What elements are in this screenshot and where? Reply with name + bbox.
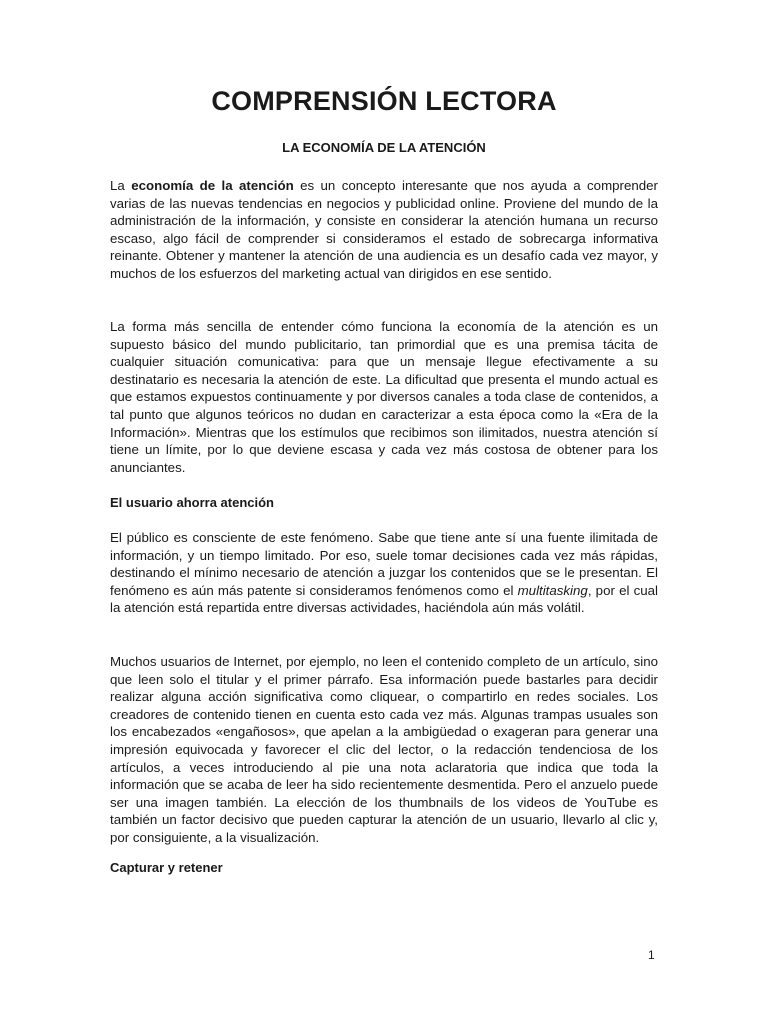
paragraph-3-text-start: El público es consciente de este fenómeno. Sabe que tiene ante sí una fuente ilimitada de información, y un tiempo limitado. Por eso, suele tomar decisiones cada vez más rápidas, destinando el mínimo necesario de atención a juzgar los contenidos que se le presentan. El fenómeno es aún más patente si consideramos fenómenos como el — [110, 530, 658, 598]
section-heading-usuario: El usuario ahorra atención — [110, 495, 274, 510]
paragraph-1-bold-term: economía de la atención — [131, 178, 294, 193]
paragraph-1-text: es un concepto interesante que nos ayuda a comprender varias de las nuevas tendencias en negocios y publicidad online. Proviene del mundo de la administración de la información, y consiste en considerar la atención humana un recurso escaso, algo fácil de comprender si consideramos el estado de sobrecarga informativa reinante. Obtener y mantener la atención de una audiencia es un desafío cada vez mayor, y muchos de los esfuerzos del marketing actual van dirigidos en ese sentido. — [110, 178, 658, 281]
paragraph-3-italic-term: multitasking — [517, 582, 588, 598]
paragraph-1 — [110, 177, 658, 283]
document-title: COMPRENSIÓN LECTORA — [211, 86, 557, 116]
document-subtitle: LA ECONOMÍA DE LA ATENCIÓN — [282, 140, 486, 155]
paragraph-3-text-end: , por el cual la atención está repartida entre diversas actividades, haciéndola aún más volátil. — [110, 582, 658, 616]
section-heading-capturar: Capturar y retener — [110, 860, 223, 875]
paragraph-3 — [110, 529, 658, 617]
paragraph-2: La forma más sencilla de entender cómo funciona la economía de la atención es un supuesto básico del mundo publicitario, tan primordial que es una premisa tácita de cualquier situación comunicativa: para que un mensaje llegue efectivamente a su destinatario es necesaria la atención de este. La dificultad que presenta el mundo actual es que estamos expuestos continuamente y por diversos canales a toda clase de contenidos, a tal punto que algunos teóricos no dudan en caracterizar a esta época como la «Era de la Información». Mientras que los estímulos que recibimos son ilimitados, nuestra atención sí tiene un límite, por lo que deviene escasa y cada vez más costosa de obtener para los anunciantes. — [110, 319, 658, 475]
page-number: 1 — [648, 948, 655, 962]
paragraph-1-lead: La — [110, 178, 132, 193]
paragraph-4: Muchos usuarios de Internet, por ejemplo, no leen el contenido completo de un artículo, sino que leen solo el titular y el primer párrafo. Esa información puede bastarles para decidir realizar alguna acción significativa como cliquear, o compartirlo en redes sociales. Los creadores de contenido tienen en cuenta esto cada vez más. Algunas trampas usuales son los encabezados «engañosos», que apelan a la ambigüedad o exageran para generar una impresión equivocada y favorecer el clic del lector, o la redacción tendenciosa de los artículos, a veces introduciendo al pie una nota aclaratoria que indica que toda la información que se acaba de leer ha sido recientemente desmentida. Pero el anzuelo puede ser una imagen también. La elección de los thumbnails de los videos de YouTube es también un factor decisivo que pueden capturar la atención de un usuario, llevarlo al clic y, por consiguiente, a la visualización. — [110, 654, 658, 845]
